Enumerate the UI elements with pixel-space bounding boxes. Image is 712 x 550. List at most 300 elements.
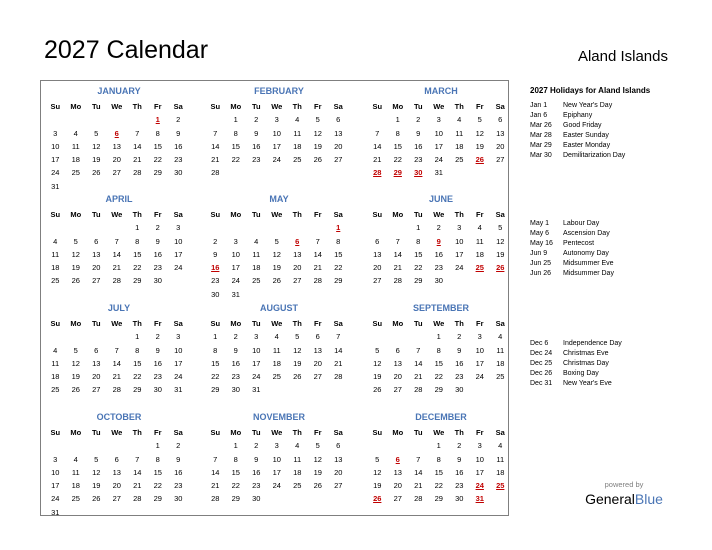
weekday-header: Sa xyxy=(495,319,505,328)
weekday-header: Mo xyxy=(70,210,82,219)
holiday-day-cell: 28 xyxy=(373,168,382,178)
day-cell: 22 xyxy=(133,372,142,382)
holiday-date: Dec 24 xyxy=(530,350,553,357)
day-cell: 1 xyxy=(135,223,140,233)
day-cell: 19 xyxy=(71,372,80,382)
day-cell: 2 xyxy=(457,441,462,451)
day-cell: 30 xyxy=(211,289,220,299)
month-day-grid xyxy=(205,426,349,506)
holiday-day-cell: 16 xyxy=(211,263,220,273)
empty-day-cell xyxy=(66,439,87,452)
day-cell: 23 xyxy=(231,372,240,382)
weekday-header: We xyxy=(111,210,123,219)
holiday-date: Mar 26 xyxy=(530,122,552,129)
holiday-name: Midsummer Eve xyxy=(563,260,614,267)
page-title: 2027 Calendar xyxy=(44,36,209,64)
day-cell: 4 xyxy=(53,236,58,246)
weekday-header: Mo xyxy=(230,102,242,111)
day-cell: 11 xyxy=(455,128,464,138)
day-cell: 18 xyxy=(71,481,80,491)
day-cell: 23 xyxy=(153,263,162,273)
holiday-day-cell: 25 xyxy=(496,481,505,491)
day-cell: 5 xyxy=(73,236,78,246)
day-cell: 16 xyxy=(252,467,261,477)
day-cell: 14 xyxy=(112,358,121,368)
month-october xyxy=(49,411,189,519)
day-cell: 12 xyxy=(373,467,382,477)
day-cell: 2 xyxy=(457,332,462,342)
empty-day-cell xyxy=(107,113,128,126)
holiday-date: Dec 26 xyxy=(530,370,553,377)
weekday-header: Sa xyxy=(495,210,505,219)
day-cell: 16 xyxy=(434,249,443,259)
day-cell: 5 xyxy=(295,332,300,342)
weekday-header: We xyxy=(433,102,445,111)
day-cell: 10 xyxy=(475,345,484,355)
empty-day-cell xyxy=(205,221,226,234)
day-cell: 13 xyxy=(112,467,121,477)
day-cell: 7 xyxy=(135,454,140,464)
day-cell: 3 xyxy=(53,128,58,138)
holiday-name: Boxing Day xyxy=(563,370,599,377)
day-cell: 4 xyxy=(73,128,78,138)
day-cell: 11 xyxy=(272,345,281,355)
holiday-row xyxy=(530,101,625,111)
day-cell: 8 xyxy=(336,236,341,246)
day-cell: 17 xyxy=(231,263,240,273)
holiday-row xyxy=(530,339,622,349)
day-cell: 19 xyxy=(92,155,101,165)
day-cell: 17 xyxy=(252,358,261,368)
day-cell: 27 xyxy=(334,481,343,491)
weekday-header: Th xyxy=(132,319,142,328)
day-cell: 20 xyxy=(334,141,343,151)
empty-day-cell xyxy=(86,439,107,452)
day-cell: 28 xyxy=(393,276,402,286)
month-july xyxy=(49,302,189,397)
holiday-row xyxy=(530,249,614,259)
holiday-list xyxy=(530,339,622,389)
holiday-day-cell: 30 xyxy=(414,168,423,178)
day-cell: 13 xyxy=(393,467,402,477)
day-cell: 28 xyxy=(414,494,423,504)
month-day-grid xyxy=(367,100,511,180)
holiday-name: Labour Day xyxy=(563,220,600,227)
month-day-grid xyxy=(205,100,349,180)
day-cell: 23 xyxy=(252,481,261,491)
day-cell: 4 xyxy=(295,115,300,125)
holiday-name: New Year's Eve xyxy=(563,380,612,387)
day-cell: 28 xyxy=(133,168,142,178)
month-day-grid xyxy=(367,426,511,506)
weekday-header: Tu xyxy=(251,210,261,219)
holiday-row xyxy=(530,219,614,229)
day-cell: 22 xyxy=(231,481,240,491)
day-cell: 14 xyxy=(133,467,142,477)
day-cell: 5 xyxy=(73,345,78,355)
day-cell: 7 xyxy=(375,128,380,138)
day-cell: 8 xyxy=(436,454,441,464)
holiday-day-cell: 24 xyxy=(475,481,484,491)
empty-day-cell xyxy=(367,330,388,343)
month-march xyxy=(371,85,511,180)
weekday-header: Sa xyxy=(173,428,183,437)
day-cell: 17 xyxy=(272,141,281,151)
day-cell: 17 xyxy=(475,467,484,477)
weekday-header: Tu xyxy=(91,319,101,328)
day-cell: 18 xyxy=(293,141,302,151)
day-cell: 3 xyxy=(274,115,279,125)
day-cell: 11 xyxy=(293,128,302,138)
month-september xyxy=(371,302,511,397)
day-cell: 4 xyxy=(498,332,503,342)
day-cell: 18 xyxy=(293,467,302,477)
day-cell: 18 xyxy=(272,358,281,368)
day-cell: 13 xyxy=(112,141,121,151)
day-cell: 16 xyxy=(252,141,261,151)
day-cell: 27 xyxy=(112,168,121,178)
day-cell: 17 xyxy=(272,467,281,477)
day-cell: 13 xyxy=(92,249,101,259)
day-cell: 18 xyxy=(51,372,60,382)
day-cell: 21 xyxy=(211,155,220,165)
day-cell: 24 xyxy=(51,168,60,178)
day-cell: 27 xyxy=(334,155,343,165)
day-cell: 20 xyxy=(393,372,402,382)
day-cell: 30 xyxy=(434,276,443,286)
day-cell: 11 xyxy=(293,454,302,464)
day-cell: 13 xyxy=(313,345,322,355)
holiday-day-cell: 26 xyxy=(475,155,484,165)
weekday-header: Tu xyxy=(413,102,423,111)
country-name: Aland Islands xyxy=(577,48,668,65)
day-cell: 2 xyxy=(416,115,421,125)
day-cell: 27 xyxy=(496,155,505,165)
day-cell: 5 xyxy=(274,236,279,246)
month-may xyxy=(209,193,349,301)
day-cell: 7 xyxy=(416,345,421,355)
day-cell: 25 xyxy=(71,494,80,504)
month-january xyxy=(49,85,189,193)
day-cell: 30 xyxy=(174,494,183,504)
brand-part-blue: Blue xyxy=(634,491,663,507)
day-cell: 21 xyxy=(211,481,220,491)
day-cell: 4 xyxy=(477,223,482,233)
day-cell: 18 xyxy=(252,263,261,273)
day-cell: 23 xyxy=(153,372,162,382)
day-cell: 22 xyxy=(414,263,423,273)
day-cell: 27 xyxy=(293,276,302,286)
day-cell: 27 xyxy=(92,385,101,395)
weekday-header: Su xyxy=(50,319,61,328)
day-cell: 8 xyxy=(395,128,400,138)
holiday-name: Easter Sunday xyxy=(563,132,609,139)
weekday-header: Su xyxy=(210,319,221,328)
weekday-header: Mo xyxy=(230,319,242,328)
day-cell: 2 xyxy=(254,115,259,125)
holiday-day-cell: 6 xyxy=(114,128,119,138)
day-cell: 10 xyxy=(475,454,484,464)
day-cell: 29 xyxy=(434,385,443,395)
day-cell: 19 xyxy=(496,249,505,259)
holiday-name: Christmas Eve xyxy=(563,350,609,357)
day-cell: 20 xyxy=(393,481,402,491)
day-cell: 1 xyxy=(436,441,441,451)
day-cell: 21 xyxy=(133,481,142,491)
weekday-header: Fr xyxy=(314,428,322,437)
day-cell: 5 xyxy=(375,454,380,464)
day-cell: 22 xyxy=(393,155,402,165)
day-cell: 21 xyxy=(414,372,423,382)
weekday-header: Tu xyxy=(251,319,261,328)
day-cell: 26 xyxy=(92,168,101,178)
day-cell: 9 xyxy=(155,236,160,246)
weekday-header: Sa xyxy=(495,102,505,111)
holiday-name: Christmas Day xyxy=(563,360,609,367)
day-cell: 1 xyxy=(135,332,140,342)
day-cell: 29 xyxy=(414,276,423,286)
holiday-day-cell: 1 xyxy=(336,223,341,233)
day-cell: 15 xyxy=(434,358,443,368)
day-cell: 25 xyxy=(252,276,261,286)
day-cell: 3 xyxy=(477,332,482,342)
day-cell: 20 xyxy=(92,372,101,382)
day-cell: 25 xyxy=(455,155,464,165)
day-cell: 13 xyxy=(496,128,505,138)
day-cell: 9 xyxy=(254,454,259,464)
day-cell: 1 xyxy=(395,115,400,125)
holiday-day-cell: 26 xyxy=(496,263,505,273)
day-cell: 14 xyxy=(414,467,423,477)
day-cell: 26 xyxy=(313,155,322,165)
day-cell: 28 xyxy=(313,276,322,286)
day-cell: 24 xyxy=(174,372,183,382)
weekday-header: We xyxy=(111,428,123,437)
weekday-header: Su xyxy=(50,428,61,437)
day-cell: 27 xyxy=(112,494,121,504)
weekday-header: Fr xyxy=(314,319,322,328)
weekday-header: We xyxy=(111,319,123,328)
empty-day-cell xyxy=(367,113,388,126)
day-cell: 7 xyxy=(114,236,119,246)
day-cell: 9 xyxy=(416,128,421,138)
day-cell: 11 xyxy=(252,249,261,259)
day-cell: 6 xyxy=(94,236,99,246)
month-day-grid xyxy=(367,317,511,397)
weekday-header: Fr xyxy=(314,210,322,219)
day-cell: 15 xyxy=(153,141,162,151)
holiday-name: Demilitarization Day xyxy=(563,152,626,159)
day-cell: 2 xyxy=(176,441,181,451)
day-cell: 13 xyxy=(293,249,302,259)
day-cell: 12 xyxy=(293,345,302,355)
day-cell: 14 xyxy=(211,467,220,477)
holiday-date: Dec 31 xyxy=(530,380,553,387)
day-cell: 12 xyxy=(496,236,505,246)
day-cell: 13 xyxy=(334,128,343,138)
empty-day-cell xyxy=(408,330,429,343)
day-cell: 30 xyxy=(455,385,464,395)
month-day-grid xyxy=(45,100,189,193)
day-cell: 10 xyxy=(252,345,261,355)
day-cell: 23 xyxy=(174,155,183,165)
day-cell: 7 xyxy=(114,345,119,355)
weekday-header: Fr xyxy=(154,428,162,437)
day-cell: 14 xyxy=(334,345,343,355)
month-name: MARCH xyxy=(424,86,458,96)
holiday-row xyxy=(530,259,614,269)
day-cell: 12 xyxy=(313,454,322,464)
holiday-date: Jun 25 xyxy=(530,260,552,267)
day-cell: 26 xyxy=(293,372,302,382)
weekday-header: Th xyxy=(454,428,464,437)
month-june xyxy=(371,193,511,288)
day-cell: 4 xyxy=(73,454,78,464)
day-cell: 18 xyxy=(475,249,484,259)
holiday-row xyxy=(530,141,625,151)
empty-day-cell xyxy=(127,439,148,452)
day-cell: 7 xyxy=(395,236,400,246)
weekday-header: We xyxy=(271,428,283,437)
weekday-header: Mo xyxy=(392,102,404,111)
holiday-date: Jun 26 xyxy=(530,270,552,277)
weekday-header: We xyxy=(433,210,445,219)
empty-day-cell xyxy=(205,439,226,452)
empty-day-cell xyxy=(226,221,247,234)
holiday-row xyxy=(530,239,614,249)
brand-part-general: General xyxy=(585,491,635,507)
day-cell: 9 xyxy=(457,345,462,355)
day-cell: 15 xyxy=(334,249,343,259)
day-cell: 3 xyxy=(233,236,238,246)
holiday-name: Epiphany xyxy=(563,112,593,119)
day-cell: 31 xyxy=(174,385,183,395)
day-cell: 11 xyxy=(475,236,484,246)
day-cell: 30 xyxy=(153,385,162,395)
day-cell: 1 xyxy=(213,332,218,342)
day-cell: 20 xyxy=(496,141,505,151)
day-cell: 11 xyxy=(71,467,80,477)
day-cell: 8 xyxy=(213,345,218,355)
day-cell: 12 xyxy=(71,249,80,259)
day-cell: 24 xyxy=(231,276,240,286)
day-cell: 22 xyxy=(231,155,240,165)
day-cell: 24 xyxy=(252,372,261,382)
day-cell: 5 xyxy=(498,223,503,233)
day-cell: 5 xyxy=(375,345,380,355)
weekday-header: We xyxy=(271,102,283,111)
day-cell: 22 xyxy=(153,481,162,491)
day-cell: 3 xyxy=(176,223,181,233)
day-cell: 22 xyxy=(434,481,443,491)
day-cell: 5 xyxy=(94,454,99,464)
day-cell: 15 xyxy=(414,249,423,259)
day-cell: 15 xyxy=(133,358,142,368)
weekday-header: Su xyxy=(50,210,61,219)
day-cell: 23 xyxy=(211,276,220,286)
day-cell: 17 xyxy=(51,155,60,165)
day-cell: 20 xyxy=(112,155,121,165)
day-cell: 1 xyxy=(155,441,160,451)
day-cell: 22 xyxy=(211,372,220,382)
weekday-header: Th xyxy=(292,319,302,328)
weekday-header: Fr xyxy=(154,102,162,111)
day-cell: 2 xyxy=(213,236,218,246)
day-cell: 14 xyxy=(313,249,322,259)
day-cell: 31 xyxy=(51,181,60,191)
day-cell: 29 xyxy=(434,494,443,504)
day-cell: 22 xyxy=(434,372,443,382)
holiday-date: Jan 6 xyxy=(530,112,548,119)
day-cell: 20 xyxy=(334,467,343,477)
holiday-row xyxy=(530,131,625,141)
day-cell: 3 xyxy=(254,332,259,342)
day-cell: 23 xyxy=(455,481,464,491)
day-cell: 1 xyxy=(233,441,238,451)
day-cell: 18 xyxy=(71,155,80,165)
weekday-header: Tu xyxy=(91,210,101,219)
day-cell: 13 xyxy=(92,358,101,368)
day-cell: 15 xyxy=(133,249,142,259)
weekday-header: Mo xyxy=(230,428,242,437)
month-name: APRIL xyxy=(105,194,133,204)
weekday-header: Mo xyxy=(70,428,82,437)
weekday-header: Su xyxy=(210,102,221,111)
day-cell: 20 xyxy=(112,481,121,491)
month-name: JUNE xyxy=(428,194,453,204)
weekday-header: Th xyxy=(292,102,302,111)
weekday-header: Tu xyxy=(413,428,423,437)
day-cell: 14 xyxy=(133,141,142,151)
empty-day-cell xyxy=(107,330,128,343)
holiday-date: May 16 xyxy=(530,240,553,247)
holiday-date: Jun 9 xyxy=(530,250,548,257)
day-cell: 29 xyxy=(334,276,343,286)
day-cell: 30 xyxy=(153,276,162,286)
day-cell: 19 xyxy=(92,481,101,491)
day-cell: 3 xyxy=(477,441,482,451)
day-cell: 17 xyxy=(455,249,464,259)
weekday-header: Su xyxy=(372,319,383,328)
day-cell: 5 xyxy=(315,115,320,125)
day-cell: 9 xyxy=(176,128,181,138)
day-cell: 8 xyxy=(416,236,421,246)
day-cell: 6 xyxy=(315,332,320,342)
day-cell: 26 xyxy=(71,276,80,286)
day-cell: 11 xyxy=(496,345,505,355)
empty-day-cell xyxy=(45,439,66,452)
day-cell: 28 xyxy=(334,372,343,382)
weekday-header: Th xyxy=(454,319,464,328)
day-cell: 11 xyxy=(496,454,505,464)
day-cell: 21 xyxy=(112,263,121,273)
month-name: AUGUST xyxy=(260,303,298,313)
day-cell: 18 xyxy=(51,263,60,273)
holiday-row xyxy=(530,379,622,389)
day-cell: 9 xyxy=(233,345,238,355)
day-cell: 6 xyxy=(498,115,503,125)
empty-day-cell xyxy=(66,330,87,343)
holiday-day-cell: 1 xyxy=(155,115,160,125)
day-cell: 11 xyxy=(51,358,60,368)
empty-day-cell xyxy=(86,221,107,234)
day-cell: 28 xyxy=(112,276,121,286)
day-cell: 8 xyxy=(233,128,238,138)
empty-day-cell xyxy=(308,221,329,234)
day-cell: 30 xyxy=(455,494,464,504)
day-cell: 6 xyxy=(395,345,400,355)
day-cell: 8 xyxy=(155,128,160,138)
